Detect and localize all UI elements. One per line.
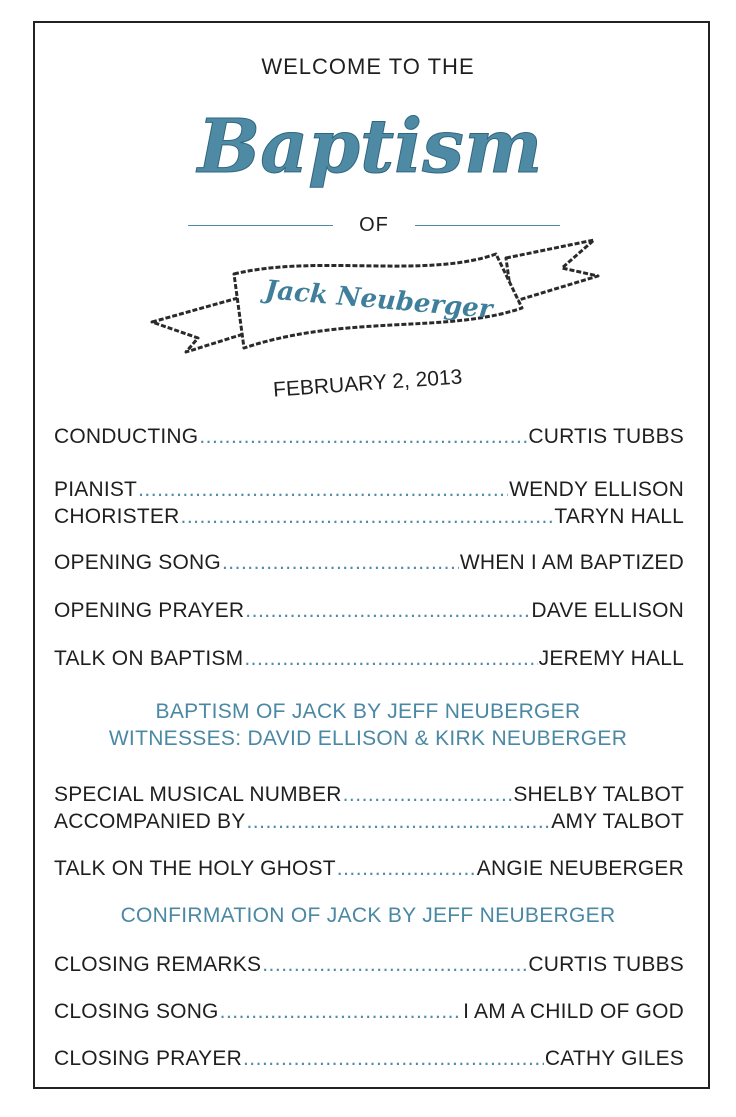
row-value: AMY TALBOT	[551, 810, 684, 833]
leader-dots	[337, 857, 476, 881]
row-value: CATHY GILES	[544, 1047, 684, 1070]
row-label: CHORISTER	[54, 505, 180, 528]
of-text: OF	[359, 214, 389, 236]
baptism-witnesses-line: WITNESSES: DAVID ELLISON & KIRK NEUBERGER	[108, 727, 628, 750]
welcome-heading	[0, 54, 736, 80]
program-row-chorister	[54, 505, 684, 529]
leader-dots	[180, 505, 553, 529]
leader-dots	[343, 783, 513, 807]
program-row-conducting	[54, 425, 684, 449]
program-row-closing-remarks	[54, 953, 684, 977]
baptism-ordinance-line: BAPTISM OF JACK BY JEFF NEUBERGER	[155, 700, 581, 723]
name-ribbon-banner	[146, 234, 606, 374]
event-date	[0, 365, 736, 402]
confirmation-ordinance-line: CONFIRMATION OF JACK BY JEFF NEUBERGER	[120, 904, 616, 927]
row-label: PIANIST	[54, 478, 138, 501]
event-date-text: FEBRUARY 2, 2013	[272, 365, 464, 402]
row-value: SHELBY TALBOT	[513, 783, 684, 806]
program-row-accompanied-by	[54, 810, 684, 834]
row-value: WENDY ELLISON	[509, 478, 684, 501]
row-label: ACCOMPANIED BY	[54, 810, 246, 833]
program-row-talk-on-holy-ghost	[54, 857, 684, 881]
leader-dots	[222, 551, 459, 575]
row-value: DAVE ELLISON	[531, 599, 684, 622]
row-label: CLOSING REMARKS	[54, 953, 262, 976]
program-row-opening-song	[54, 551, 684, 575]
row-label: CLOSING SONG	[54, 1000, 219, 1023]
leader-dots	[262, 953, 527, 977]
program-row-pianist	[54, 478, 684, 502]
row-value: JEREMY HALL	[538, 647, 684, 670]
program-row-special-musical-number	[54, 783, 684, 807]
baptism-title	[190, 92, 550, 192]
leader-dots	[199, 425, 527, 449]
row-label: CONDUCTING	[54, 425, 199, 448]
welcome-text: WELCOME TO THE	[261, 54, 475, 79]
row-value: CURTIS TUBBS	[528, 953, 684, 976]
program-row-closing-prayer	[54, 1047, 684, 1071]
row-label: OPENING SONG	[54, 551, 221, 574]
leader-dots	[246, 810, 550, 834]
row-label: CLOSING PRAYER	[54, 1047, 242, 1070]
leader-dots	[138, 478, 508, 502]
row-label: TALK ON BAPTISM	[54, 647, 244, 670]
ribbon-left-tail	[152, 298, 250, 352]
row-value: TARYN HALL	[554, 505, 684, 528]
row-value: ANGIE NEUBERGER	[476, 857, 684, 880]
row-value: I AM A CHILD OF GOD	[463, 1000, 684, 1023]
ribbon-right-tail	[506, 240, 598, 302]
leader-dots	[245, 599, 530, 623]
program-row-closing-song	[54, 1000, 684, 1024]
leader-dots	[220, 1000, 463, 1024]
row-value: WHEN I AM BAPTIZED	[459, 551, 684, 574]
row-value: CURTIS TUBBS	[528, 425, 684, 448]
row-label: SPECIAL MUSICAL NUMBER	[54, 783, 342, 806]
baptism-title-text: Baptism	[197, 104, 543, 190]
row-label: TALK ON THE HOLY GHOST	[54, 857, 336, 880]
leader-dots	[244, 647, 537, 671]
row-label: OPENING PRAYER	[54, 599, 245, 622]
program-row-talk-on-baptism	[54, 647, 684, 671]
leader-dots	[243, 1047, 544, 1071]
honoree-name: Jack Neuberger	[263, 275, 494, 325]
program-row-opening-prayer	[54, 599, 684, 623]
